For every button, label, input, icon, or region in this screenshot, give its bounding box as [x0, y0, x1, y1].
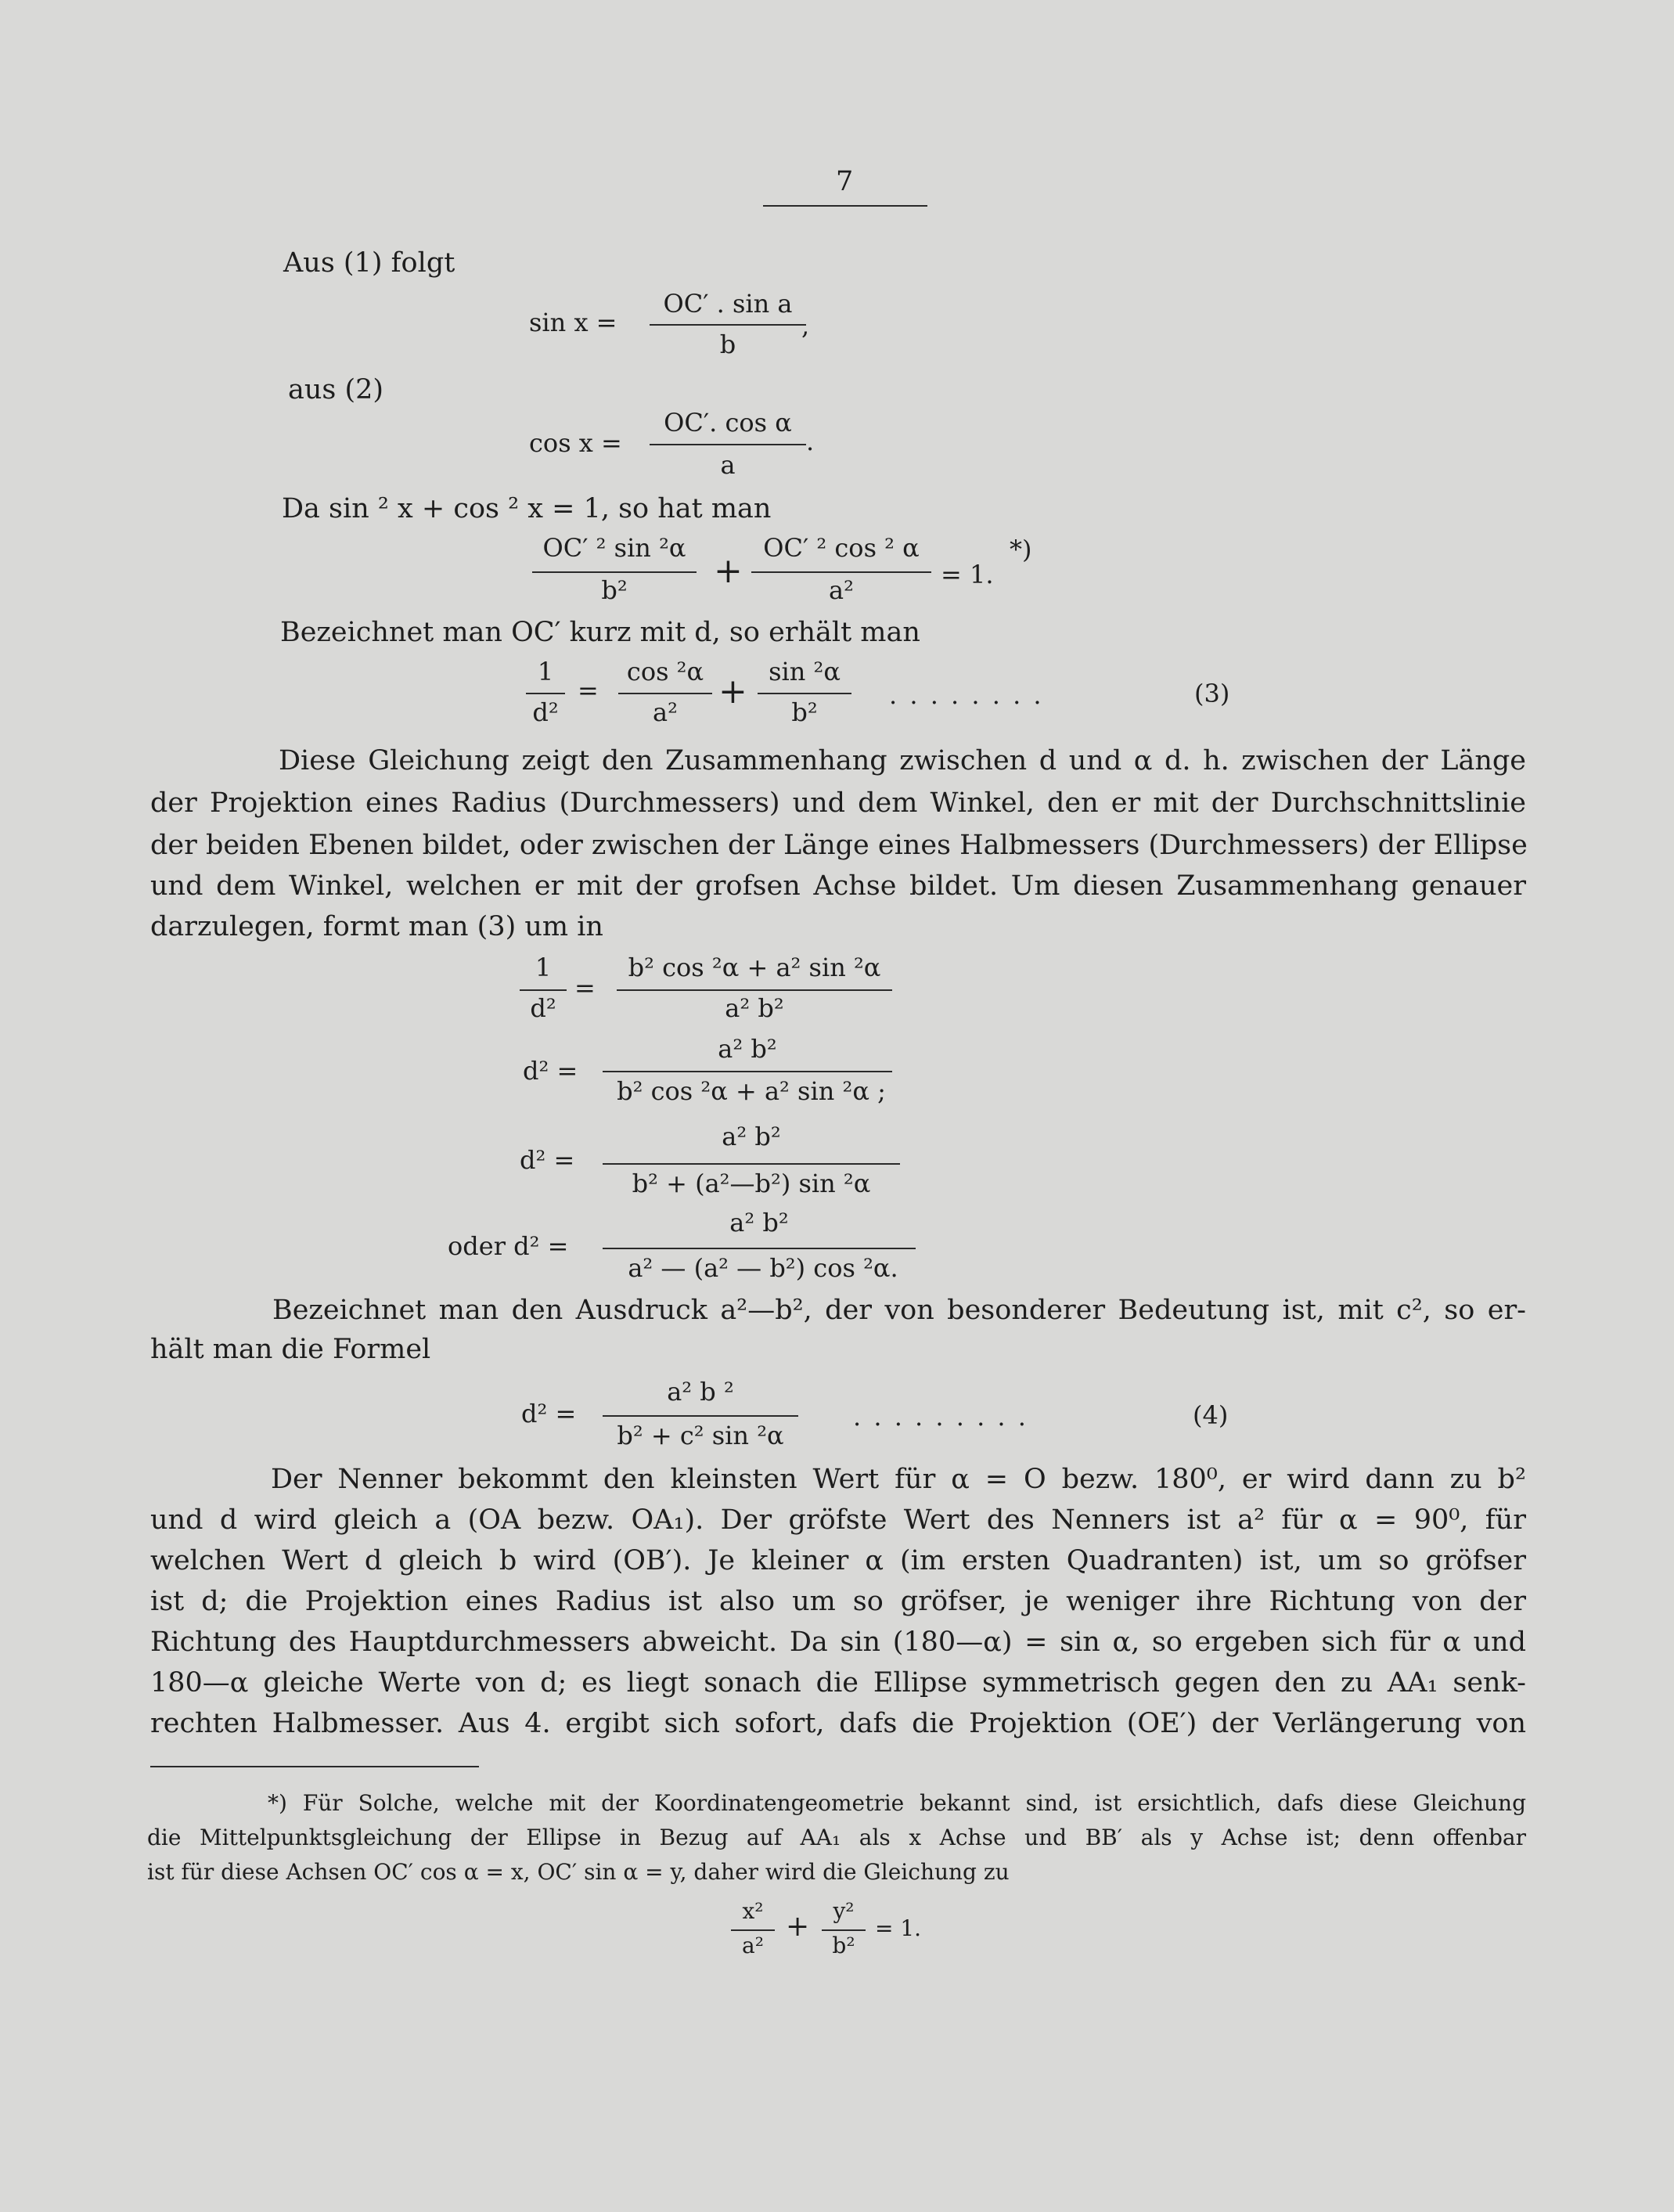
eq4-denominator-2: b² [791, 697, 818, 727]
eq2-lhs: cos x = [529, 428, 622, 458]
text-da-sin: Da sin ² x + cos ² x = 1, so hat man [282, 493, 772, 524]
text-bezeichnet-1: Bezeichnet man OC′ kurz mit d, so erhält man [280, 617, 920, 648]
eq7-lhs: d² = [520, 1145, 575, 1175]
text-aus-2: aus (2) [288, 374, 384, 405]
eq5-denominator-0: d² [530, 993, 556, 1023]
eq10-fraction-bar-1 [731, 1929, 775, 1931]
eq5-numerator: b² cos ²α + a² sin ²α [628, 953, 881, 982]
eq10-denominator-1: a² [742, 1933, 764, 1958]
para1-line-2: der Projektion eines Radius (Durchmessers) und dem Winkel, den er mit der Durchschnittslinie [150, 787, 1526, 819]
eq3-footnote-mark: *) [1010, 535, 1032, 564]
eq1-lhs: sin x = [529, 308, 617, 337]
eq4-plus: + [718, 672, 747, 712]
eq5-fraction-bar-0 [520, 989, 567, 991]
para3-line-3: welchen Wert d gleich b wird (OB′). Je kleiner α (im ersten Quadranten) ist, um so gröfser [150, 1545, 1526, 1576]
eq2-denominator: a [720, 450, 736, 480]
para3-line-6: 180—α gleiche Werte von d; es liegt sonach die Ellipse symmetrisch gegen den zu AA₁ senk- [150, 1667, 1526, 1699]
footnote-rule [150, 1766, 479, 1767]
para2-line-2: hält man die Formel [150, 1334, 431, 1365]
header-rule [763, 205, 927, 207]
eq3-fraction-bar-2 [751, 571, 931, 573]
eq3-numerator-1: OC′ ² sin ²α [542, 533, 686, 563]
eq3-rhs: = 1. [941, 560, 994, 589]
eq7-fraction-bar [603, 1163, 900, 1165]
eq4-fraction-bar-1 [618, 693, 712, 694]
eq9-lhs: d² = [521, 1399, 577, 1428]
para3-line-1: Der Nenner bekommt den kleinsten Wert für α = O bezw. 180⁰, er wird dann zu b² [271, 1464, 1526, 1495]
footnote-line-3: ist für diese Achsen OC′ cos α = x, OC′ sin α = y, daher wird die Gleichung zu [147, 1859, 1010, 1885]
eq5-numerator-0: 1 [535, 953, 552, 982]
eq4-fraction-bar-2 [758, 693, 851, 694]
para3-line-4: ist d; die Projektion eines Radius ist also um so gröfser, je weniger ihre Richtung von der [150, 1586, 1526, 1617]
eq7-denominator: b² + (a²—b²) sin ²α [632, 1169, 871, 1198]
para1-line-5: darzulegen, formt man (3) um in [150, 911, 603, 942]
eq4-leader-dots: . . . . . . . . [889, 680, 1044, 710]
text-aus-1: Aus (1) folgt [283, 247, 455, 279]
footnote-line-1: *) Für Solche, welche mit der Koordinatengeometrie bekannt sind, ist ersichtlich, dafs diese Gleichung [268, 1790, 1526, 1816]
eq8-numerator: a² b² [729, 1208, 789, 1237]
eq4-numerator-1: cos ²α [626, 657, 704, 686]
eq4-denominator-0: d² [532, 697, 559, 727]
eq1-fraction-bar [650, 324, 806, 326]
eq7-numerator: a² b² [722, 1122, 781, 1151]
eq3-numerator-2: OC′ ² cos ² α [763, 533, 920, 563]
eq4-fraction-bar-0 [526, 693, 565, 694]
eq4-denominator-1: a² [653, 697, 678, 727]
page-number: 7 [836, 166, 854, 197]
eq4-equals: = [578, 675, 599, 705]
eq9-denominator: b² + c² sin ²α [617, 1421, 784, 1450]
footnote-line-2: die Mittelpunktsgleichung der Ellipse in Bezug auf AA₁ als x Achse und BB′ als y Achse ist; denn offenbar [147, 1825, 1526, 1850]
eq2-fraction-bar [650, 444, 806, 445]
eq2-period: . [806, 427, 815, 456]
eq6-numerator: a² b² [718, 1034, 777, 1064]
para2-line-1: Bezeichnet man den Ausdruck a²—b², der von besonderer Bedeutung ist, mit c², so er- [272, 1295, 1526, 1326]
eq8-lhs: oder d² = [448, 1231, 569, 1261]
eq4-equation-number: (3) [1194, 679, 1230, 708]
eq2-numerator: OC′. cos α [664, 408, 792, 438]
eq3-fraction-bar-1 [532, 571, 697, 573]
eq3-plus: + [714, 551, 743, 591]
para3-line-5: Richtung des Hauptdurchmessers abweicht. Da sin (180—α) = sin α, so ergeben sich für α und [150, 1627, 1526, 1658]
eq5-fraction-bar [617, 989, 892, 991]
eq4-numerator-2: sin ²α [769, 657, 841, 686]
eq6-denominator: b² cos ²α + a² sin ²α ; [617, 1076, 886, 1106]
eq8-denominator: a² — (a² — b²) cos ²α. [628, 1253, 898, 1283]
eq8-fraction-bar [603, 1248, 916, 1249]
eq1-comma: , [801, 311, 810, 340]
eq10-numerator-1: x² [742, 1898, 764, 1924]
eq6-fraction-bar [603, 1071, 892, 1072]
eq6-lhs: d² = [523, 1056, 578, 1086]
para3-line-7: rechten Halbmesser. Aus 4. ergibt sich sofort, dafs die Projektion (OE′) der Verlängerung von [150, 1708, 1526, 1739]
eq3-denominator-1: b² [601, 575, 628, 605]
eq10-plus: + [786, 1911, 810, 1943]
eq9-fraction-bar [603, 1415, 798, 1417]
para1-line-4: und dem Winkel, welchen er mit der grofsen Achse bildet. Um diesen Zusammenhang genauer [150, 870, 1526, 902]
eq9-numerator: a² b ² [667, 1377, 734, 1407]
eq10-denominator-2: b² [832, 1933, 855, 1958]
eq1-numerator: OC′ . sin a [663, 289, 793, 319]
para1-line-3: der beiden Ebenen bildet, oder zwischen der Länge eines Halbmessers (Durchmessers) der Ellipse [150, 830, 1528, 861]
eq4-numerator-0: 1 [537, 657, 554, 686]
eq10-fraction-bar-2 [822, 1929, 866, 1931]
para1-line-1: Diese Gleichung zeigt den Zusammenhang zwischen d und α d. h. zwischen der Länge [279, 745, 1526, 776]
eq5-equals: = [574, 973, 596, 1003]
eq5-denominator: a² b² [725, 993, 784, 1023]
eq10-numerator-2: y² [833, 1898, 855, 1924]
eq3-denominator-2: a² [829, 575, 854, 605]
eq9-equation-number: (4) [1193, 1400, 1229, 1430]
eq9-leader-dots: . . . . . . . . . [853, 1402, 1028, 1432]
eq1-denominator: b [719, 330, 736, 359]
para3-line-2: und d wird gleich a (OA bezw. OA₁). Der gröfste Wert des Nenners ist a² für α = 90⁰, für [150, 1504, 1526, 1536]
eq10-rhs: = 1. [875, 1915, 922, 1941]
